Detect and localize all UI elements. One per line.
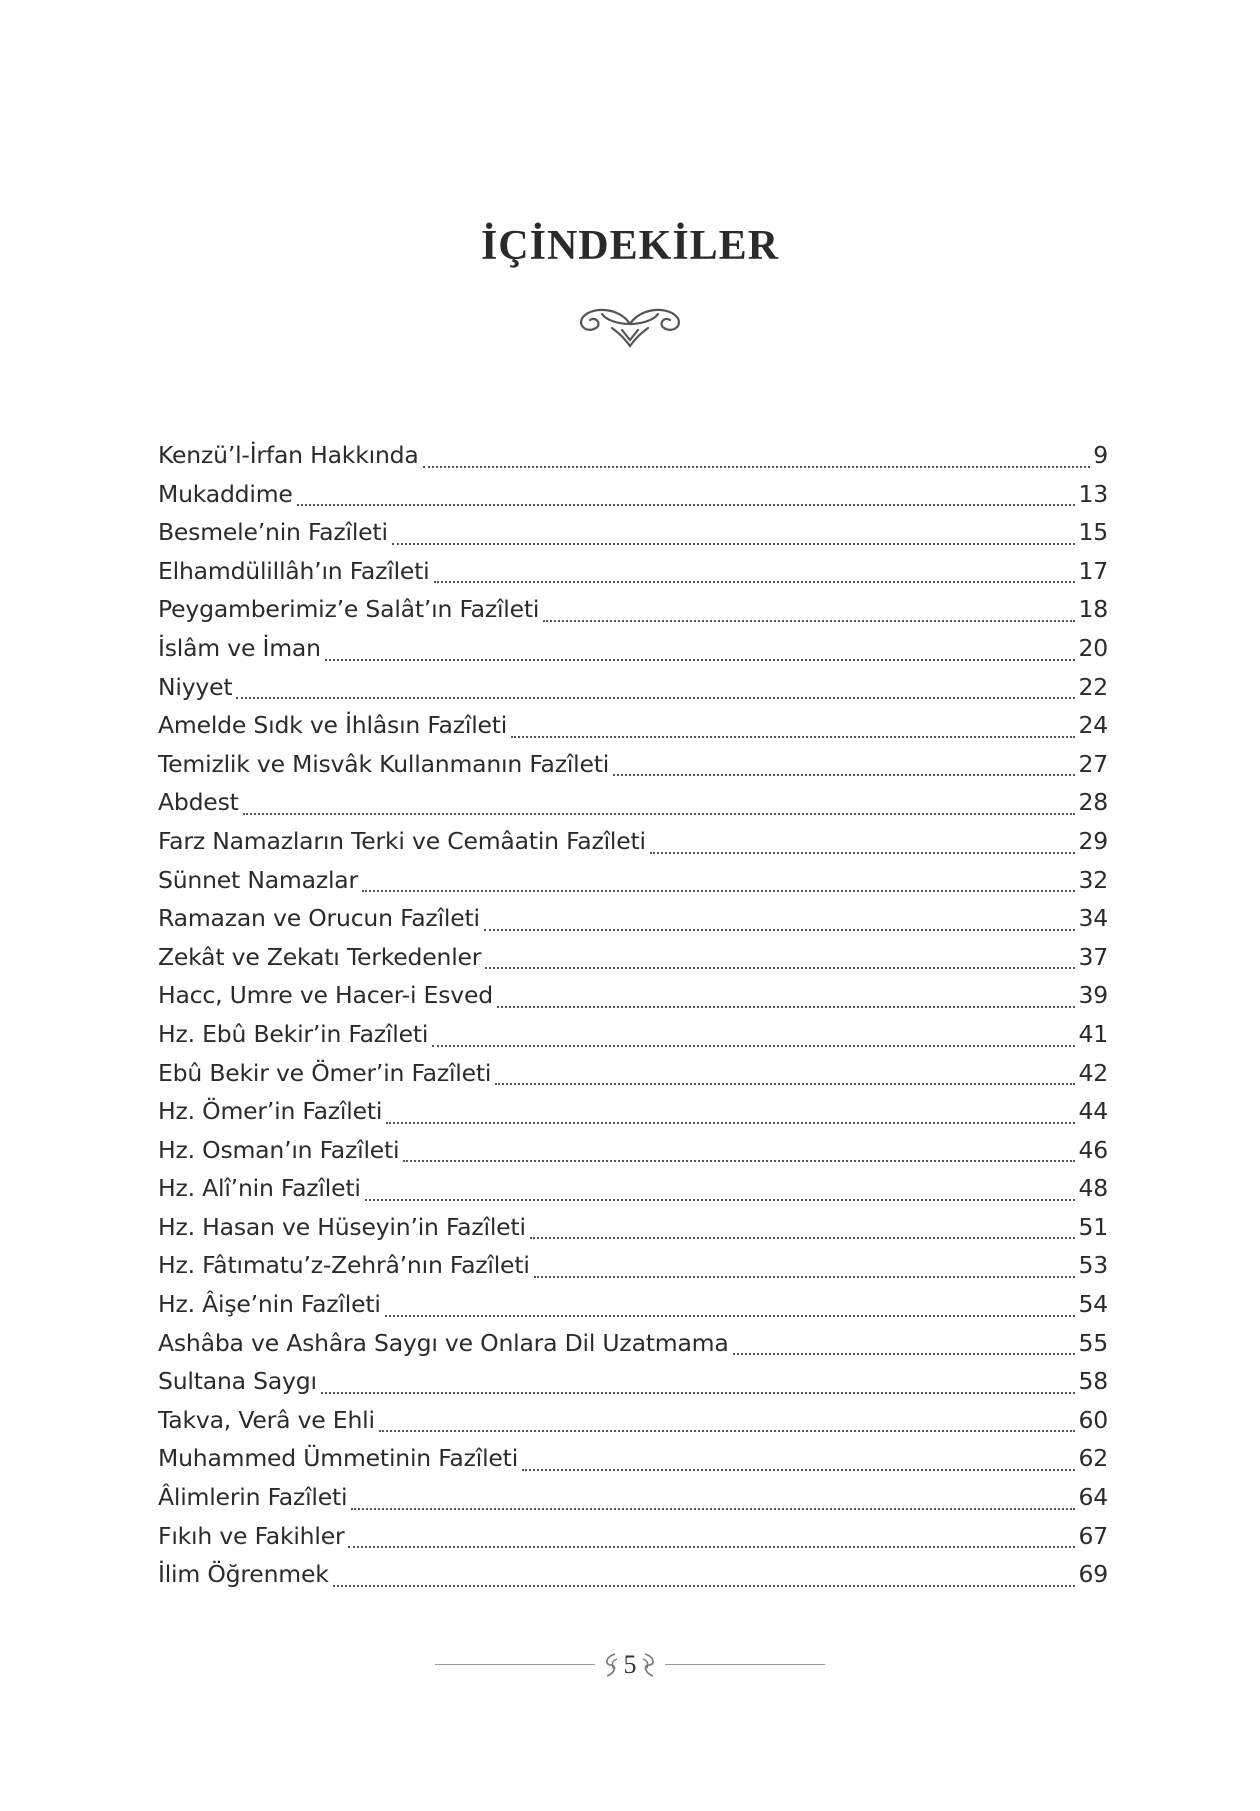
- toc-entry-title: Hacc, Umre ve Hacer-i Esved: [158, 981, 493, 1010]
- toc-dot-leader: [321, 1392, 1076, 1394]
- toc-entry-page: 58: [1078, 1367, 1108, 1396]
- toc-dot-leader: [325, 659, 1076, 661]
- toc-dot-leader: [485, 967, 1075, 969]
- toc-dot-leader: [497, 1006, 1076, 1008]
- toc-entry: [158, 1362, 1108, 1401]
- toc-entry-title: Hz. Âişe’nin Fazîleti: [158, 1290, 381, 1319]
- toc-entry-page: 55: [1078, 1328, 1108, 1357]
- toc-entry-title: Niyyet: [158, 672, 233, 701]
- toc-entry-page: 69: [1078, 1560, 1108, 1589]
- toc-entry: [158, 976, 1108, 1015]
- toc-dot-leader: [403, 1160, 1075, 1162]
- toc-entry-page: 42: [1078, 1058, 1108, 1087]
- toc-entry-title: Âlimlerin Fazîleti: [158, 1483, 348, 1512]
- page-footer: [435, 1645, 825, 1685]
- toc-entry-title: Hz. Hasan ve Hüseyin’in Fazîleti: [158, 1212, 526, 1241]
- toc-entry-page: 62: [1078, 1444, 1108, 1473]
- toc-dot-leader: [530, 1237, 1076, 1239]
- toc-entry-title: Hz. Ebû Bekir’in Fazîleti: [158, 1019, 429, 1048]
- toc-entry-title: Besmele’nin Fazîleti: [158, 518, 388, 547]
- toc-entry-page: 44: [1078, 1097, 1108, 1126]
- toc-entry-page: 27: [1078, 749, 1108, 778]
- toc-dot-leader: [351, 1508, 1075, 1510]
- toc-entry: [158, 706, 1108, 745]
- toc-entry: [158, 745, 1108, 784]
- toc-dot-leader: [733, 1353, 1076, 1355]
- toc-entry-page: 15: [1078, 518, 1108, 547]
- toc-entry-page: 24: [1078, 711, 1108, 740]
- toc-entry-title: Sünnet Namazlar: [158, 865, 358, 894]
- toc-entry: [158, 668, 1108, 707]
- toc-entry-page: 22: [1078, 672, 1108, 701]
- toc-dot-leader: [434, 581, 1076, 583]
- toc-entry-title: Hz. Alî’nin Fazîleti: [158, 1174, 361, 1203]
- toc-entry-page: 39: [1078, 981, 1108, 1010]
- toc-entry-title: Farz Namazların Terki ve Cemâatin Fazîleti: [158, 826, 646, 855]
- toc-entry: [158, 822, 1108, 861]
- toc-entry-page: 17: [1078, 556, 1108, 585]
- toc-entry-page: 34: [1078, 904, 1108, 933]
- toc-entry-page: 46: [1078, 1135, 1108, 1164]
- toc-entry: [158, 1555, 1108, 1594]
- toc-entry: [158, 590, 1108, 629]
- toc-entry-page: 48: [1078, 1174, 1108, 1203]
- toc-dot-leader: [333, 1585, 1076, 1587]
- toc-dot-leader: [348, 1546, 1075, 1548]
- toc-entry: [158, 513, 1108, 552]
- toc-entry: [158, 475, 1108, 514]
- toc-dot-leader: [522, 1469, 1075, 1471]
- toc-entry-page: 53: [1078, 1251, 1108, 1280]
- toc-entry-title: Elhamdülillâh’ın Fazîleti: [158, 556, 430, 585]
- toc-entry-title: Takva, Verâ ve Ehli: [158, 1405, 375, 1434]
- toc-entry-page: 28: [1078, 788, 1108, 817]
- toc-entry: [158, 899, 1108, 938]
- toc-dot-leader: [379, 1430, 1076, 1432]
- toc-entry-page: 32: [1078, 865, 1108, 894]
- toc-dot-leader: [423, 466, 1091, 468]
- toc-entry: [158, 1324, 1108, 1363]
- toc-dot-leader: [365, 1199, 1076, 1201]
- toc-entry-title: İslâm ve İman: [158, 633, 321, 662]
- toc-entry-title: Mukaddime: [158, 479, 293, 508]
- toc-entry-page: 20: [1078, 633, 1108, 662]
- toc-entry-page: 51: [1078, 1212, 1108, 1241]
- toc-entry: [158, 938, 1108, 977]
- page-number: 5: [623, 1650, 637, 1679]
- toc-entry-title: Abdest: [158, 788, 239, 817]
- toc-dot-leader: [362, 890, 1076, 892]
- toc-entry: [158, 861, 1108, 900]
- flourish-ornament-icon: [572, 294, 688, 350]
- toc-entry-title: Kenzü’l-İrfan Hakkında: [158, 441, 419, 469]
- toc-entry: [158, 1401, 1108, 1440]
- toc-entry: [158, 1131, 1108, 1170]
- toc-dot-leader: [236, 697, 1075, 699]
- toc-entry-page: 37: [1078, 942, 1108, 971]
- toc-dot-leader: [432, 1045, 1075, 1047]
- toc-entry-page: 29: [1078, 826, 1108, 855]
- toc-entry-title: Ashâba ve Ashâra Saygı ve Onlara Dil Uzatmama: [158, 1328, 729, 1357]
- toc-entry-title: Hz. Ömer’in Fazîleti: [158, 1097, 383, 1126]
- toc-dot-leader: [534, 1276, 1076, 1278]
- toc-entry-page: 18: [1078, 595, 1108, 624]
- toc-entry-page: 64: [1078, 1483, 1108, 1512]
- toc-entry: [158, 1092, 1108, 1131]
- toc-entry-title: Ramazan ve Orucun Fazîleti: [158, 904, 480, 933]
- toc-entry-title: Hz. Fâtımatu’z-Zehrâ’nın Fazîleti: [158, 1251, 530, 1280]
- toc-entry: [158, 1439, 1108, 1478]
- toc-entry-title: Temizlik ve Misvâk Kullanmanın Fazîleti: [158, 749, 610, 778]
- toc-entry-title: Muhammed Ümmetinin Fazîleti: [158, 1444, 519, 1473]
- toc-entry-page: 67: [1078, 1521, 1108, 1550]
- toc-dot-leader: [392, 543, 1076, 545]
- toc-dot-leader: [495, 1083, 1075, 1085]
- toc-entry: [158, 1208, 1108, 1247]
- toc-dot-leader: [243, 813, 1076, 815]
- toc-entry-title: Ebû Bekir ve Ömer’in Fazîleti: [158, 1058, 492, 1087]
- toc-entry-page: 9: [1093, 441, 1108, 469]
- toc-dot-leader: [385, 1315, 1076, 1317]
- toc-dot-leader: [484, 929, 1076, 931]
- toc-entry: [158, 629, 1108, 668]
- toc-entry-page: 13: [1078, 479, 1108, 508]
- toc-entry-title: Zekât ve Zekatı Terkedenler: [158, 942, 482, 971]
- toc-entry-title: Hz. Osman’ın Fazîleti: [158, 1135, 400, 1164]
- toc-entry-title: Peygamberimiz’e Salât’ın Fazîleti: [158, 595, 540, 624]
- toc-entry: [158, 783, 1108, 822]
- page-title: İÇİNDEKİLER: [480, 223, 780, 269]
- toc-dot-leader: [613, 774, 1075, 776]
- toc-entry: [158, 436, 1108, 475]
- curl-ornament-icon: [639, 1651, 659, 1679]
- toc-entry: [158, 1054, 1108, 1093]
- toc-entry: [158, 1517, 1108, 1556]
- toc-entry: [158, 1015, 1108, 1054]
- toc-entry-page: 60: [1078, 1405, 1108, 1434]
- toc-dot-leader: [543, 620, 1075, 622]
- toc-entry-page: 41: [1078, 1019, 1108, 1048]
- toc-entry: [158, 552, 1108, 591]
- toc-dot-leader: [386, 1122, 1075, 1124]
- toc-dot-leader: [650, 852, 1076, 854]
- toc-entry-page: 54: [1078, 1290, 1108, 1319]
- toc-entry-title: Sultana Saygı: [158, 1367, 317, 1396]
- toc-entry: [158, 1285, 1108, 1324]
- toc-entry: [158, 1169, 1108, 1208]
- toc-entry-title: Amelde Sıdk ve İhlâsın Fazîleti: [158, 711, 508, 740]
- toc-dot-leader: [297, 504, 1076, 506]
- footer-rule-right: [665, 1664, 825, 1665]
- toc-entry-title: İlim Öğrenmek: [158, 1560, 329, 1589]
- toc-entry: [158, 1478, 1108, 1517]
- table-of-contents: [158, 436, 1108, 1594]
- footer-rule-left: [435, 1664, 595, 1665]
- toc-entry: [158, 1246, 1108, 1285]
- toc-dot-leader: [511, 736, 1075, 738]
- toc-entry-title: Fıkıh ve Fakihler: [158, 1521, 345, 1550]
